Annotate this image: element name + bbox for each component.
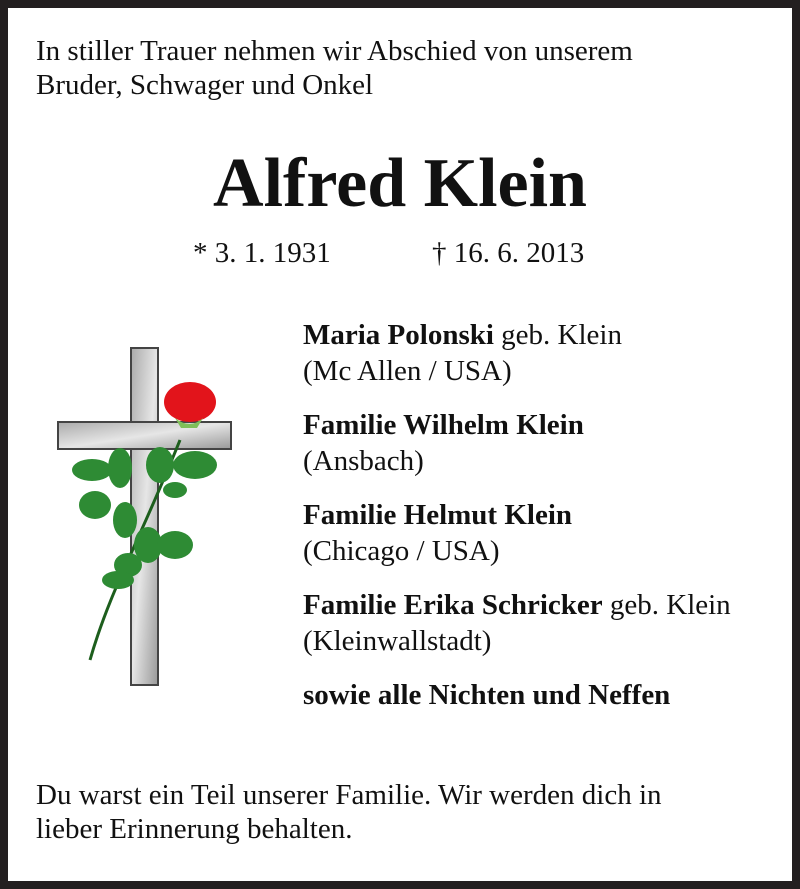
death-date: † 16. 6. 2013: [432, 237, 585, 269]
mourner-2-place: (Ansbach): [303, 445, 424, 477]
mourner-2-name: Familie Wilhelm Klein: [303, 409, 584, 441]
mourner-1-place: (Mc Allen / USA): [303, 355, 512, 387]
birth-date: * 3. 1. 1931: [193, 237, 331, 269]
mourner-3-name: Familie Helmut Klein: [303, 499, 573, 531]
mourner-4-name: Familie Erika Schricker geb. Klein: [303, 589, 731, 621]
intro-text: In stiller Trauer nehmen wir Abschied von unserem Bruder, Schwager und Onkel: [36, 35, 633, 101]
cross-with-rose-icon: [50, 340, 240, 690]
mourner-1-name: Maria Polonski geb. Klein: [303, 319, 622, 351]
other-relatives: sowie alle Nichten und Neffen: [303, 679, 671, 711]
mourner-4-place: (Kleinwallstadt): [303, 625, 492, 657]
closing-text: Du warst ein Teil unserer Familie. Wir werden dich in lieber Erinnerung behalten.: [36, 779, 662, 845]
mourner-3-place: (Chicago / USA): [303, 535, 500, 567]
deceased-name: Alfred Klein: [213, 145, 587, 222]
